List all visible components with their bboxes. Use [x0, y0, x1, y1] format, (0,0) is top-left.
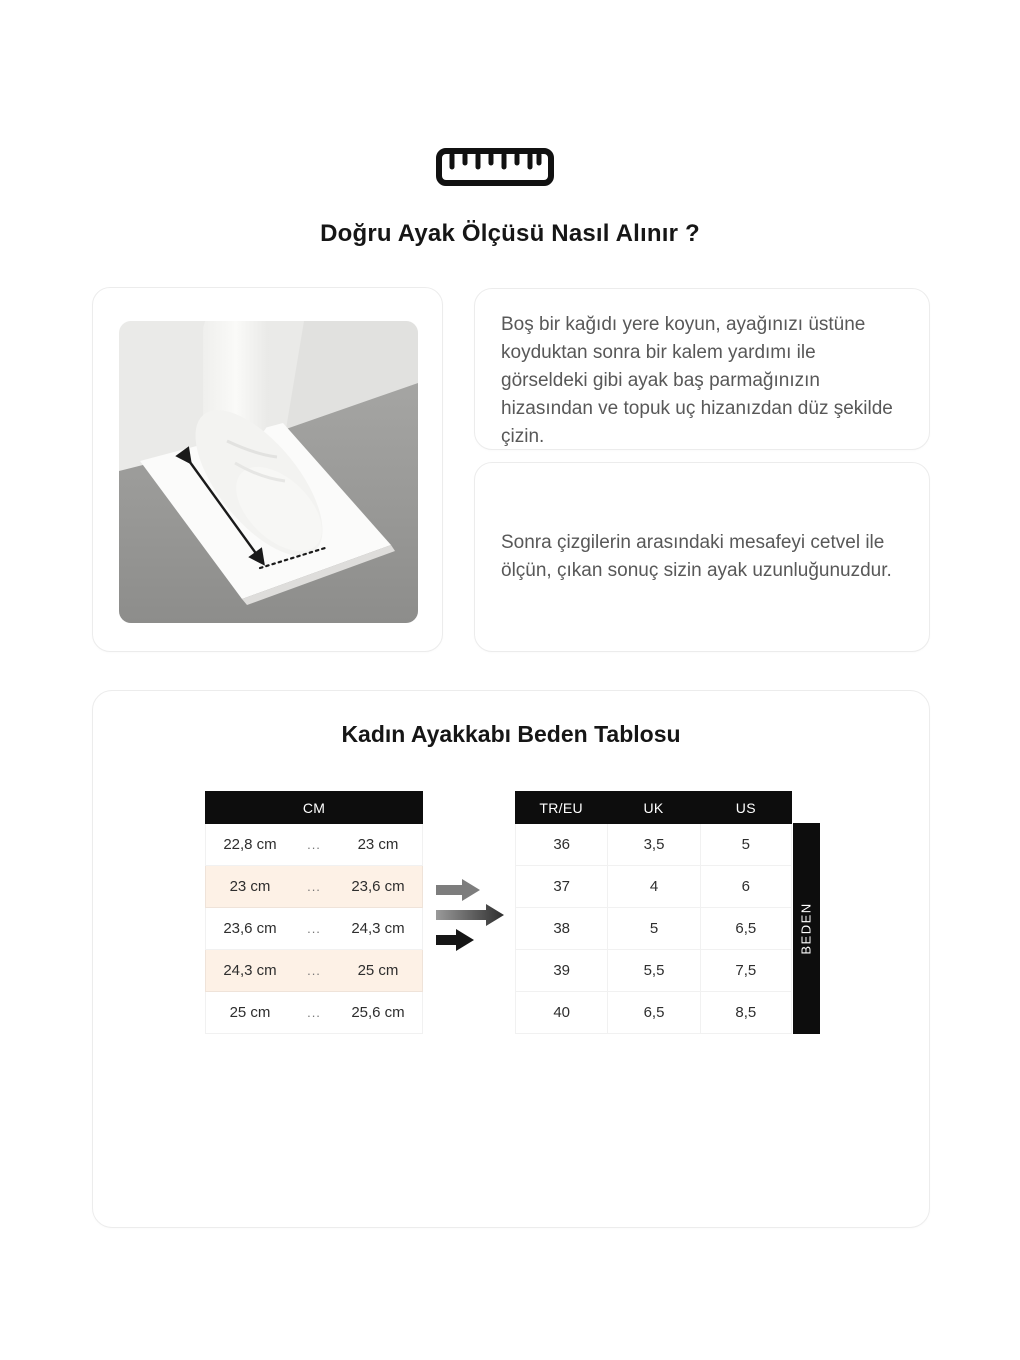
table-row	[515, 824, 792, 866]
size-cell: 38	[515, 908, 607, 950]
size-cell: 3,5	[607, 824, 699, 866]
table-row	[205, 950, 423, 992]
beden-side-label	[793, 823, 820, 1034]
cm-to: 23 cm	[357, 836, 399, 853]
table-row	[205, 908, 423, 950]
size-cell: 5,5	[607, 950, 699, 992]
size-cell: 6,5	[700, 908, 792, 950]
instruction-step-1-text: Boş bir kağıdı yere koyun, ayağınızı üstüne koyduktan sonra bir kalem yardımı ile görseldeki gibi ayak baş parmağınızın hizasından ve topuk uç hizanızdan düz şekilde çizin.	[501, 314, 893, 447]
size-cell: 7,5	[700, 950, 792, 992]
size-table-card	[92, 690, 930, 1228]
ruler-icon	[435, 147, 555, 187]
cm-separator: ...	[307, 963, 321, 978]
col-header-us: US	[735, 799, 756, 816]
instruction-step-2-text: Sonra çizgilerin arasındaki mesafeyi cetvel ile ölçün, çıkan sonuç sizin ayak uzunluğunuzdur.	[501, 532, 892, 581]
cm-separator: ...	[307, 837, 321, 852]
cm-from: 25 cm	[229, 1004, 271, 1021]
page-title: Doğru Ayak Ölçüsü Nasıl Alınır ?	[320, 220, 700, 247]
cm-from: 24,3 cm	[223, 962, 277, 979]
size-cell: 5	[607, 908, 699, 950]
beden-label-text: BEDEN	[799, 902, 815, 955]
cm-separator: ...	[307, 1005, 321, 1020]
cm-to: 25 cm	[357, 962, 399, 979]
conversion-arrows-icon	[434, 877, 514, 953]
foot-measurement-photo	[119, 321, 418, 623]
cm-from: 23 cm	[229, 878, 271, 895]
cm-to: 24,3 cm	[351, 920, 405, 937]
cm-from: 23,6 cm	[223, 920, 277, 937]
cm-table-header	[205, 791, 423, 824]
cm-to: 25,6 cm	[351, 1004, 405, 1021]
table-row	[515, 992, 792, 1034]
measurement-photo-card	[92, 287, 443, 652]
col-header-uk: UK	[643, 799, 664, 816]
cm-separator: ...	[307, 921, 321, 936]
instruction-step-1	[474, 288, 930, 450]
size-table-header	[515, 791, 792, 824]
col-header-treu: TR/EU	[539, 799, 583, 816]
size-cell: 4	[607, 866, 699, 908]
size-table-title: Kadın Ayakkabı Beden Tablosu	[341, 721, 681, 747]
size-cell: 8,5	[700, 992, 792, 1034]
size-conversion-table	[515, 791, 792, 1034]
cm-from: 22,8 cm	[223, 836, 277, 853]
table-row	[205, 866, 423, 908]
cm-to: 23,6 cm	[351, 878, 405, 895]
cm-table	[205, 791, 423, 1034]
size-cell: 6	[700, 866, 792, 908]
cm-header-label: CM	[302, 799, 326, 816]
table-row	[205, 992, 423, 1034]
table-row	[515, 908, 792, 950]
size-cell: 40	[515, 992, 607, 1034]
size-cell: 6,5	[607, 992, 699, 1034]
table-row	[515, 866, 792, 908]
size-cell: 39	[515, 950, 607, 992]
size-cell: 36	[515, 824, 607, 866]
table-row	[515, 950, 792, 992]
instruction-step-2	[474, 462, 930, 652]
size-cell: 37	[515, 866, 607, 908]
table-row	[205, 824, 423, 866]
size-cell: 5	[700, 824, 792, 866]
cm-separator: ...	[307, 879, 321, 894]
